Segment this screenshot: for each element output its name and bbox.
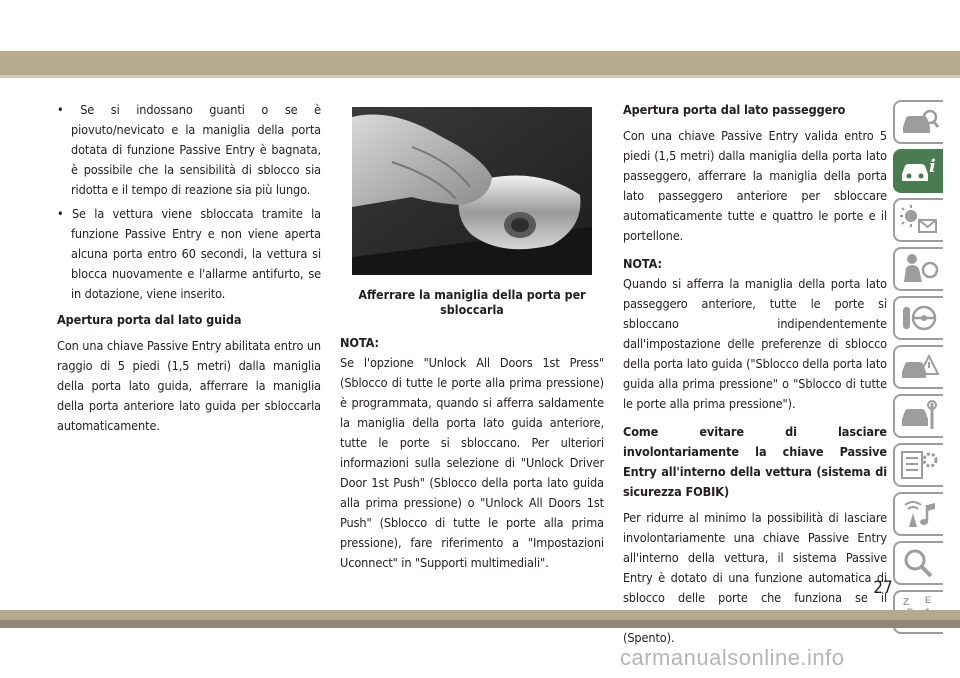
- car-wrench-icon: [899, 399, 939, 433]
- svg-text:E: E: [925, 595, 932, 605]
- tab-car-info[interactable]: [893, 149, 943, 193]
- header-band: [0, 51, 960, 75]
- chapter-tabs: [893, 100, 943, 639]
- column-right: [623, 100, 887, 648]
- heading-passenger-door: Apertura porta dal lato passeggero: [623, 102, 846, 117]
- car-info-icon: [899, 154, 939, 188]
- tab-search[interactable]: [893, 541, 943, 585]
- note-text: Se l'opzione "Unlock All Doors 1st Press" (Sblocco di tutte le porte alla prima pressione) è programmata, quando si afferra saldamente la maniglia della porta lato guida anteriore, tutte le porte si sbloccano. Per ulteriori informazioni sulla selezione di "Unlock Driver Door 1st Push" (Sblocco della porta lato guida alla prima pressione) o "Unlock All Doors 1st Push" (Sblocco di tutte le porte alla prima pressione), fare riferimento a "Impostazioni Uconnect" in "Supporti multimediali".: [340, 355, 604, 570]
- column-left: [57, 100, 321, 436]
- bullet-gloves: • Se si indossano guanti o se è piovuto/nevicato e la maniglia della porta dotata di funzione Passive Entry è bagnata, è possibile che la sensibilità di sblocco sia ridotta e il tempo di reazione sia più lungo.: [57, 102, 321, 197]
- paragraph-passenger-door: Con una chiave Passive Entry valida entro 5 piedi (1,5 metri) dalla maniglia della porta lato passeggero, afferrare la maniglia della porta lato passeggero anteriore per sbloccare automaticamente tutte e quattro le porte e il portellone.: [623, 128, 887, 243]
- heading-driver-door: Apertura porta dal lato guida: [57, 312, 242, 327]
- car-search-icon: [899, 105, 939, 139]
- svg-text:i: i: [929, 156, 936, 177]
- page-number: 27: [873, 578, 893, 598]
- tab-checklist-gear[interactable]: [893, 443, 943, 487]
- paragraph-fobik: Per ridurre al minimo la possibilità di lasciare involontariamente una chiave Passive Entry all'interno della vettura, il sistema Passive Entry è dotato di una funzione automatica di sblocco delle porte che funziona se il (Spento).: [623, 510, 887, 645]
- footer-band-dark: [0, 620, 960, 628]
- watermark: carmanualsonline.info: [620, 645, 845, 670]
- steering-wheel-icon: [899, 301, 939, 335]
- note-text-2: Quando si afferra la maniglia della porta lato passeggero anteriore, tutte le porte si sbloccano indipendentemente dall'impostazione delle preferenze di sblocco della porta lato guida ("Sblocco della porta lato guida alla prima pressione" o "Sblocco di tutte le porte alla prima pressione").: [623, 276, 887, 411]
- header-band-shadow: [0, 75, 960, 78]
- warning-lights-icon: [899, 203, 939, 237]
- person-airbag-icon: [899, 252, 939, 286]
- checklist-gear-icon: [899, 448, 939, 482]
- tab-car-warning[interactable]: [893, 345, 943, 389]
- paragraph-driver-door: Con una chiave Passive Entry abilitata entro un raggio di 5 piedi (1,5 metri) dalla maniglia della porta lato guida, afferrare la maniglia della porta anteriore lato guida per sbloccarla automaticamente.: [57, 338, 321, 433]
- footer-band: [0, 610, 960, 620]
- tab-car-wrench[interactable]: [893, 394, 943, 438]
- tab-car-search[interactable]: [893, 100, 943, 144]
- car-warning-icon: [899, 350, 939, 384]
- door-handle-photo: [352, 107, 592, 275]
- tab-person-airbag[interactable]: [893, 247, 943, 291]
- media-music-icon: [899, 497, 939, 531]
- note-label: NOTA:: [340, 335, 379, 350]
- heading-fobik: Come evitare di lasciare involontariamente la chiave Passive Entry all'interno della vettura (sistema di sicurezza FOBIK): [623, 424, 887, 499]
- column-middle: [340, 333, 604, 573]
- search-icon: [899, 546, 939, 580]
- note-label-2: NOTA:: [623, 256, 662, 271]
- svg-text:Z: Z: [903, 597, 910, 608]
- tab-media[interactable]: [893, 492, 943, 536]
- bullet-relock: • Se la vettura viene sbloccata tramite la funzione Passive Entry e non viene aperta alcuna porta entro 60 secondi, la vettura si blocca nuovamente e l'allarme antifurto, se in dotazione, viene inserito.: [57, 206, 321, 301]
- tab-warning-lights[interactable]: [893, 198, 943, 242]
- figure-caption: Afferrare la maniglia della porta per sbloccarla: [358, 287, 586, 317]
- tab-steering-wheel[interactable]: [893, 296, 943, 340]
